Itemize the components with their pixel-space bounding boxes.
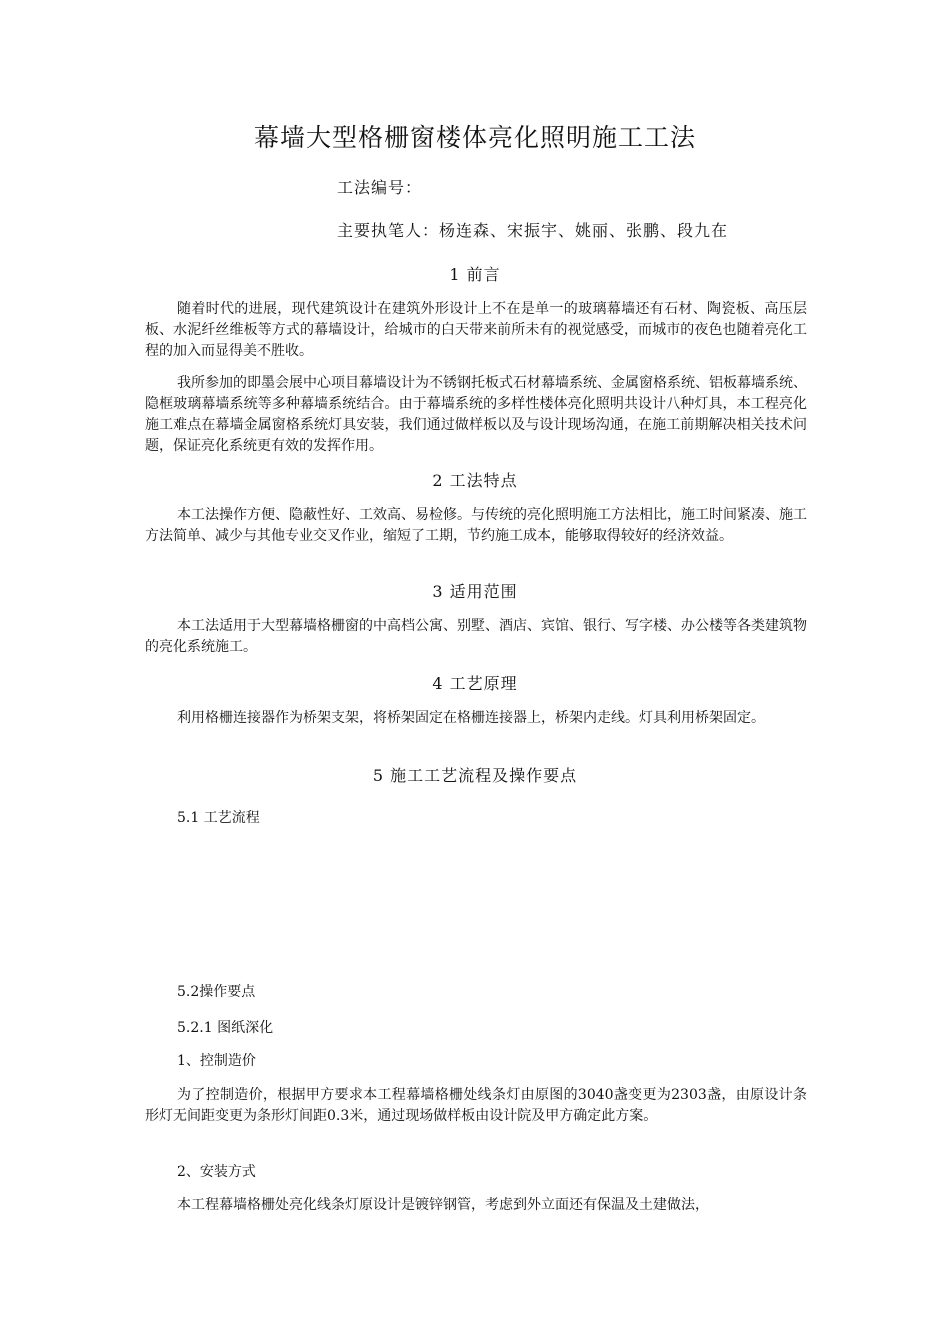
item-2-heading: 2、安装方式 [177,1164,256,1180]
subsection-5-1-heading: 5.1 工艺流程 [177,810,260,826]
section-3-paragraph: 本工法适用于大型幕墙格栅窗的中高档公寓、别墅、酒店、宾馆、银行、写字楼、办公楼等各类建筑物的亮化系统施工。 [145,618,807,655]
item-2-paragraph: 本工程幕墙格栅处亮化线条灯原设计是镀锌钢管，考虑到外立面还有保温及土建做法， [177,1197,709,1213]
subsection-5-2-1-heading: 5.2.1 图纸深化 [177,1020,274,1036]
section-1-paragraph-1: 随着时代的进展，现代建筑设计在建筑外形设计上不在是单一的玻璃幕墙还有石材、陶瓷板、高压层板、水泥纤丝维板等方式的幕墙设计，给城市的白天带来前所未有的视觉感受，而城市的夜色也随着亮化工程的加入而显得美不胜收。 [145,301,807,359]
section-3-heading: 3 适用范围 [432,582,518,601]
section-2-paragraph: 本工法操作方便、隐蔽性好、工效高、易检修。与传统的亮化照明施工方法相比，施工时间紧凑、施工方法简单、减少与其他专业交叉作业，缩短了工期，节约施工成本，能够取得较好的经济效益。 [145,507,807,544]
section-1-paragraph-2: 我所参加的即墨会展中心项目幕墙设计为不锈钢托板式石材幕墙系统、金属窗格系统、铝板幕墙系统、隐框玻璃幕墙系统等多种幕墙系统结合。由于幕墙系统的多样性楼体亮化照明共设计八种灯具，本工程亮化施工难点在幕墙金属窗格系统灯具安装，我们通过做样板以及与设计现场沟通，在施工前期解决相关技术问题，保证亮化系统更有效的发挥作用。 [145,375,807,454]
section-2-heading: 2 工法特点 [432,471,518,490]
item-1-heading: 1、控制造价 [177,1053,256,1069]
section-1-heading: 1 前言 [449,265,501,284]
authors-line: 主要执笔人：杨连森、宋振宇、姚丽、张鹏、段九在 [337,221,729,240]
item-1-paragraph: 为了控制造价，根据甲方要求本工程幕墙格栅处线条灯由原图的3040盏变更为2303盏，由原设计条形灯无间距变更为条形灯间距0.3米，通过现场做样板由设计院及甲方确定此方案。 [145,1087,807,1124]
method-number-label: 工法编号： [337,178,423,197]
subsection-5-2-heading: 5.2操作要点 [177,984,256,1000]
section-4-paragraph: 利用格栅连接器作为桥架支架，将桥架固定在格栅连接器上，桥架内走线。灯具利用桥架固定。 [177,710,765,726]
section-5-heading: 5 施工工艺流程及操作要点 [372,766,578,785]
section-4-heading: 4 工艺原理 [432,674,518,693]
document-title: 幕墙大型格栅窗楼体亮化照明施工工法 [253,123,696,152]
